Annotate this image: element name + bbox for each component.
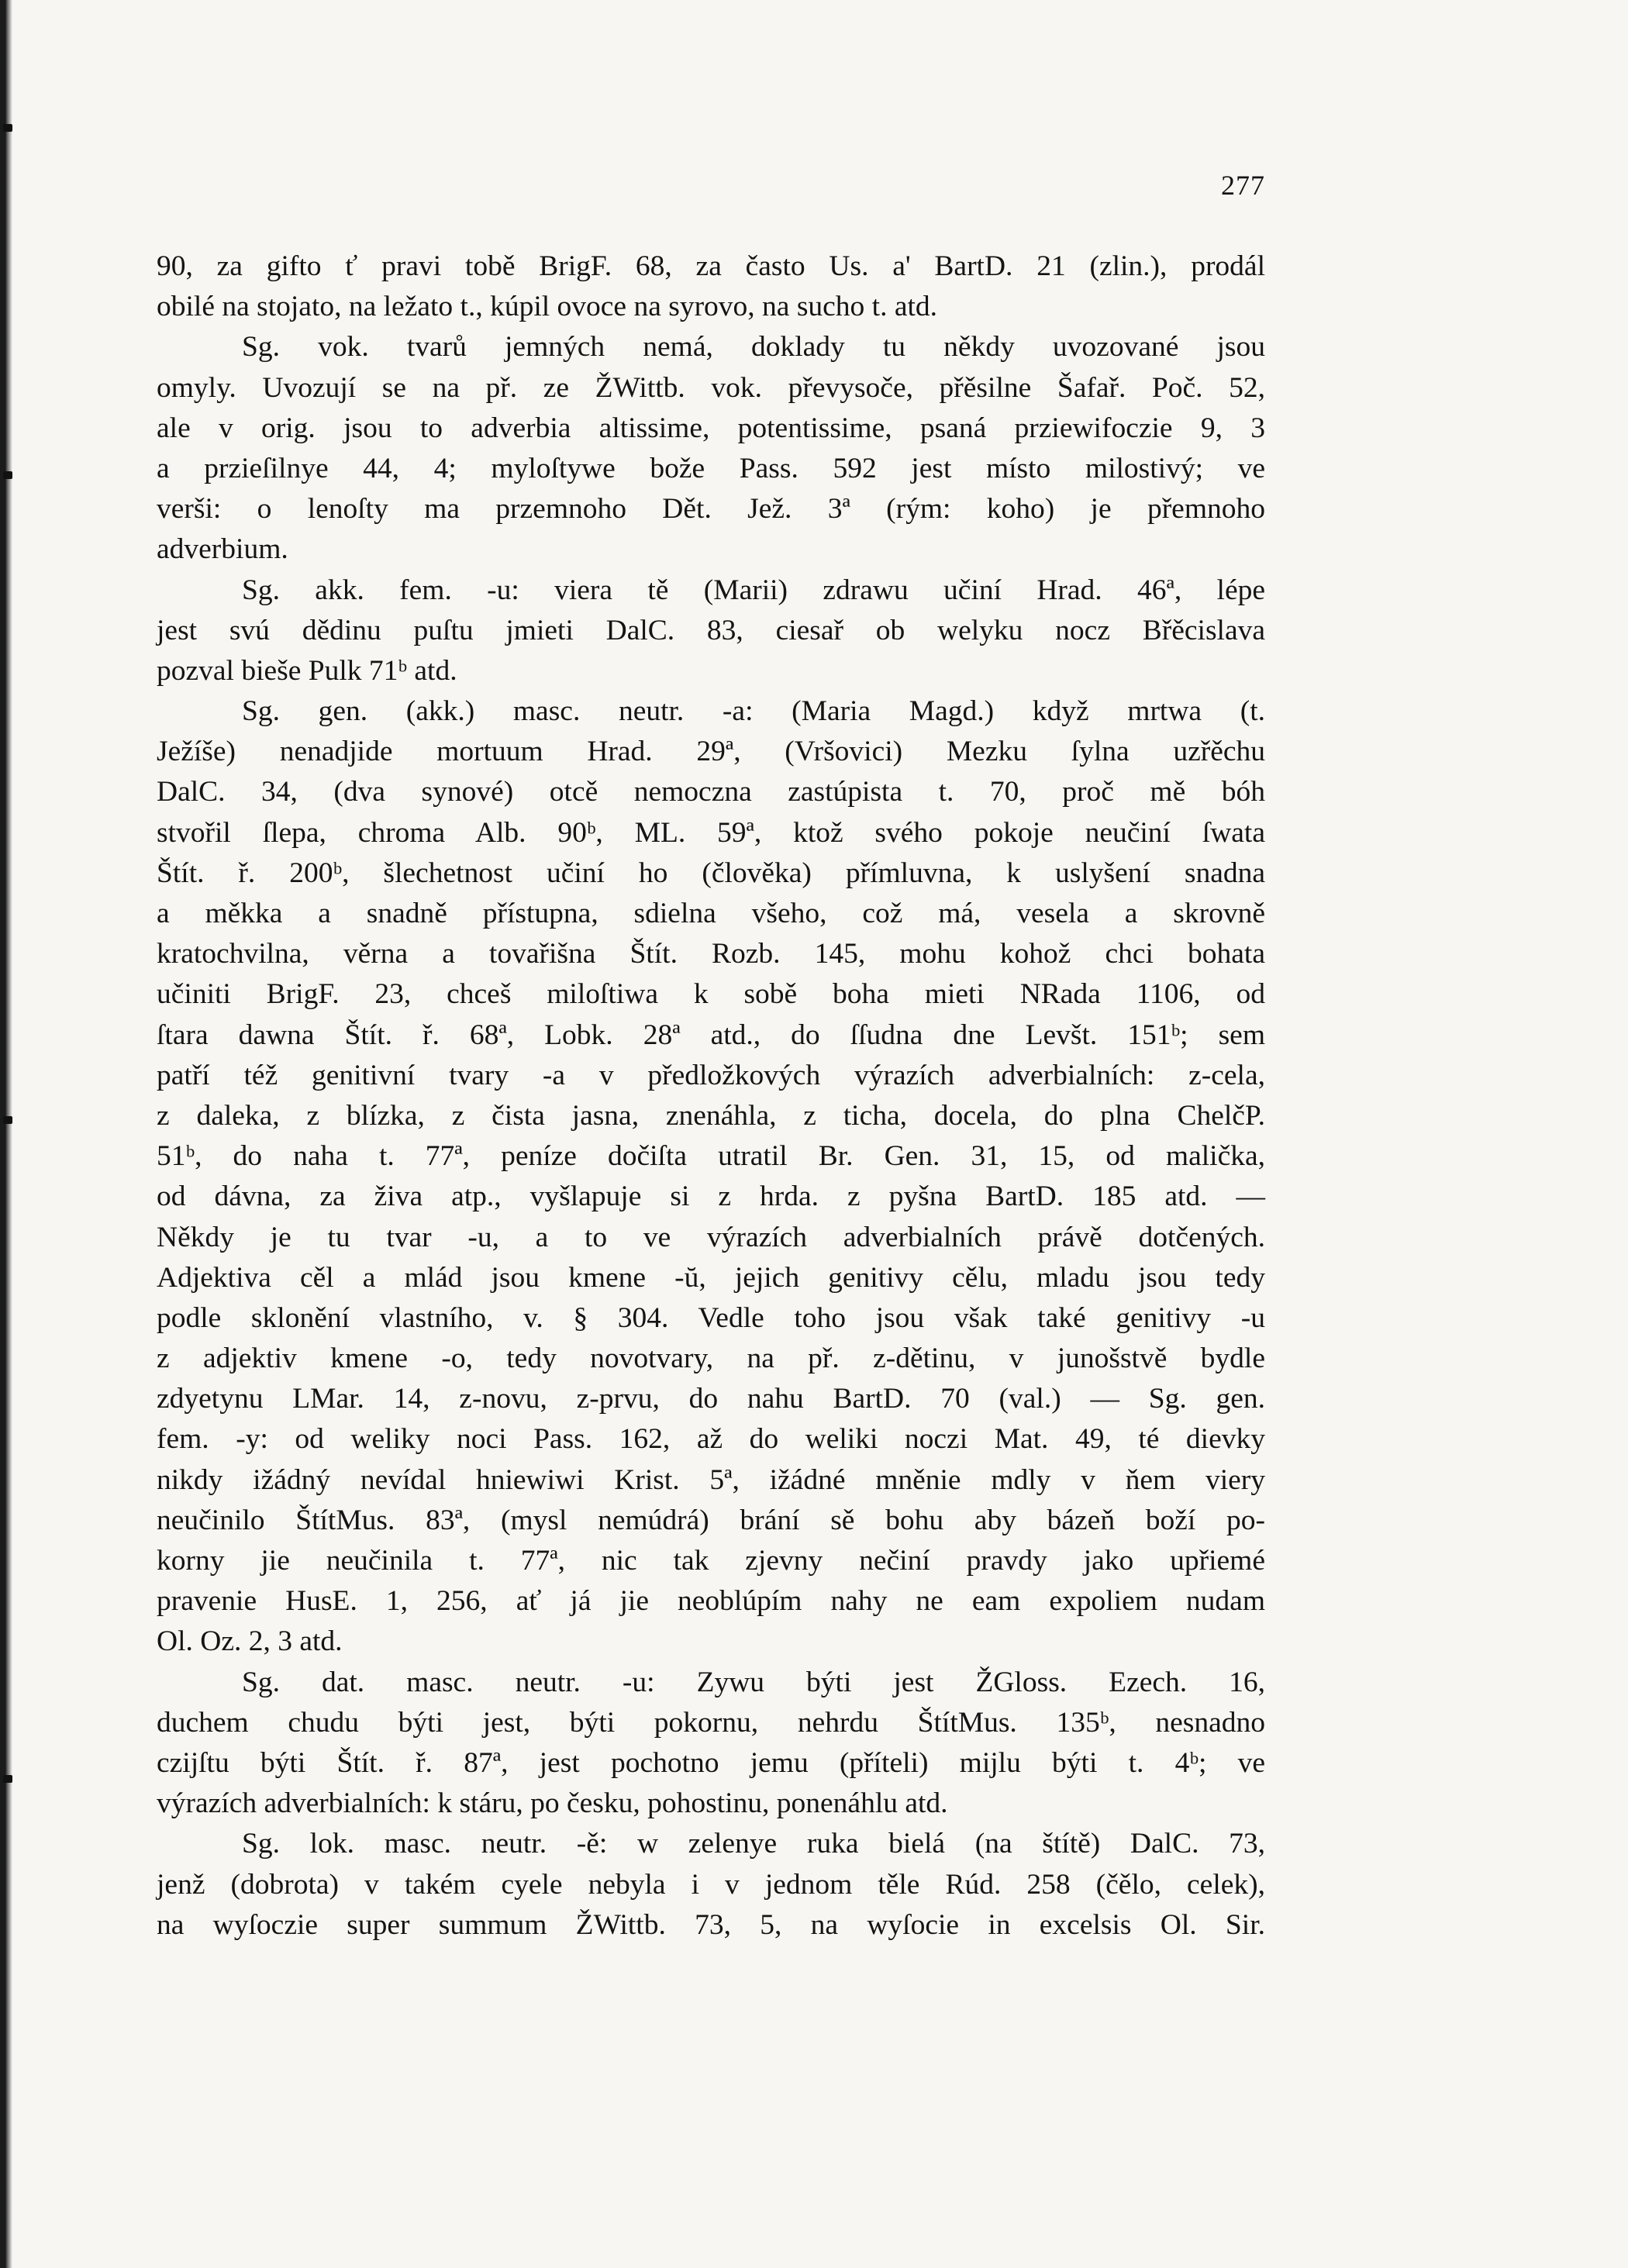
text-line: podle sklonění vlastního, v. § 304. Vedle toho jsou však také genitivy -u xyxy=(157,1301,1265,1334)
text-line: patří též genitivní tvary -a v předložkových výrazích adverbialních: z-cela, xyxy=(157,1059,1265,1091)
text-line: pozval bieše Pulk 71ᵇ atd. xyxy=(157,654,457,687)
text-line: Sg. lok. masc. neutr. -ě: w zelenye ruka bielá (na štítě) DalC. 73, xyxy=(242,1828,1265,1860)
text-line: 90, za gifto ť pravi tobě BrigF. 68, za často Us. a' BartD. 21 (zlin.), prodál xyxy=(157,250,1265,282)
text-line: jenž (dobrota) v takém cyele nebyla i v jednom těle Rúd. 258 (čělo, celek), xyxy=(157,1868,1265,1901)
text-line: Ol. Oz. 2, 3 atd. xyxy=(157,1625,343,1658)
text-line: fem. -y: od weliky noci Pass. 162, až do weliki noczi Mat. 49, té dievky xyxy=(157,1423,1265,1456)
scan-mark xyxy=(3,1116,12,1124)
text-line: neučinilo ŠtítMus. 83ª, (mysl nemúdrá) brání sě bohu aby bázeň boží po- xyxy=(157,1504,1265,1536)
text-line: Adjektiva cěl a mlád jsou kmene -ŭ, jejich genitivy cělu, mladu jsou tedy xyxy=(157,1261,1265,1294)
scan-mark xyxy=(3,1775,12,1783)
body-text xyxy=(157,246,1265,1946)
text-line: Sg. dat. masc. neutr. -u: Zywu býti jest ŽGloss. Ezech. 16, xyxy=(242,1666,1265,1698)
text-line: 51ᵇ, do naha t. 77ª, peníze dočiſta utratil Br. Gen. 31, 15, od malička, xyxy=(157,1140,1265,1173)
text-line: z daleka, z blízka, z čista jasna, znenáhla, z ticha, docela, do plna ChelčP. xyxy=(157,1099,1265,1132)
text-line: adverbium. xyxy=(157,533,288,566)
text-line: stvořil ſlepa, chroma Alb. 90ᵇ, ML. 59ª, ktož svého pokoje neučiní ſwata xyxy=(157,816,1265,849)
text-line: učiniti BrigF. 23, chceš miloſtiwa k sobě boha mieti NRada 1106, od xyxy=(157,978,1265,1011)
text-line: Sg. gen. (akk.) masc. neutr. -a: (Maria Magd.) když mrtwa (t. xyxy=(242,695,1265,728)
text-line: Sg. akk. fem. -u: viera tě (Marii) zdrawu učiní Hrad. 46ª, lépe xyxy=(242,574,1265,606)
text-line: a przieſilnye 44, 4; myloſtywe bože Pass. 592 jest místo milostivý; ve xyxy=(157,452,1265,484)
text-line: od dávna, za živa atp., vyšlapuje si z hrda. z pyšna BartD. 185 atd. — xyxy=(157,1181,1265,1213)
text-line: DalC. 34, (dva synové) otcě nemoczna zastúpista t. 70, proč mě bóh xyxy=(157,776,1265,808)
text-line: Ježíše) nenadjide mortuum Hrad. 29ª, (Vršovici) Mezku ſylna uzřěchu xyxy=(157,736,1265,768)
text-line: ale v orig. jsou to adverbia altissime, potentissime, psaná prziewifoczie 9, 3 xyxy=(157,412,1265,444)
text-line: jest svú dědinu puſtu jmieti DalC. 83, ciesař ob welyku nocz Břěcislava xyxy=(157,614,1265,646)
text-line: obilé na stojato, na ležato t., kúpil ovoce na syrovo, na sucho t. atd. xyxy=(157,291,938,323)
text-line: omyly. Uvozují se na př. ze ŽWittb. vok. převysoče, přěsilne Šafař. Poč. 52, xyxy=(157,371,1265,404)
text-line: a měkka a snadně přístupna, sdielna všeho, což má, vesela a skrovně xyxy=(157,898,1265,929)
scan-mark xyxy=(3,124,12,132)
text-line: kratochvilna, věrna a tovařišna Štít. Rozb. 145, mohu kohož chci bohata xyxy=(157,938,1265,970)
text-line: Štít. ř. 200ᵇ, šlechetnost učiní ho (člověka) přímluvna, k uslyšení snadna xyxy=(157,857,1265,889)
text-line: na wyſoczie super summum ŽWittb. 73, 5, na wyſocie in excelsis Ol. Sir. xyxy=(157,1908,1265,1941)
text-line: nikdy ižádný nevídal hniewiwi Krist. 5ª, ižádné mněnie mdly v ňem viery xyxy=(157,1463,1265,1496)
text-line: Někdy je tu tvar -u, a to ve výrazích adverbialních právě dotčených. xyxy=(157,1221,1265,1253)
text-line: korny jie neučinila t. 77ª, nic tak zjevny nečiní pravdy jako upřiemé xyxy=(157,1545,1265,1577)
text-line: verši: o lenoſty ma przemnoho Dět. Jež. 3ª (rým: koho) je přemnoho xyxy=(157,493,1265,526)
scan-binding-edge xyxy=(0,0,12,2268)
scan-mark xyxy=(3,471,12,479)
text-line: z adjektiv kmene -o, tedy novotvary, na př. z-dětinu, v junošstvě bydle xyxy=(157,1343,1265,1375)
text-line: Sg. vok. tvarů jemných nemá, doklady tu někdy uvozované jsou xyxy=(242,331,1265,364)
text-line: výrazích adverbialních: k stáru, po česku, pohostinu, ponenáhlu atd. xyxy=(157,1787,948,1820)
text-line: duchem chudu býti jest, býti pokornu, nehrdu ŠtítMus. 135ᵇ, nesnadno xyxy=(157,1706,1265,1739)
page-number: 277 xyxy=(1221,170,1265,201)
text-line: czijſtu býti Štít. ř. 87ª, jest pochotno jemu (příteli) mijlu býti t. 4ᵇ; ve xyxy=(157,1746,1265,1779)
text-line: ſtara dawna Štít. ř. 68ª, Lobk. 28ª atd., do ſſudna dne Levšt. 151ᵇ; sem xyxy=(157,1019,1265,1051)
text-line: pravenie HusE. 1, 256, ať já jie neoblúpím nahy ne eam expoliem nudam xyxy=(157,1585,1265,1618)
text-line: zdyetynu LMar. 14, z-novu, z-prvu, do nahu BartD. 70 (val.) — Sg. gen. xyxy=(157,1383,1265,1415)
